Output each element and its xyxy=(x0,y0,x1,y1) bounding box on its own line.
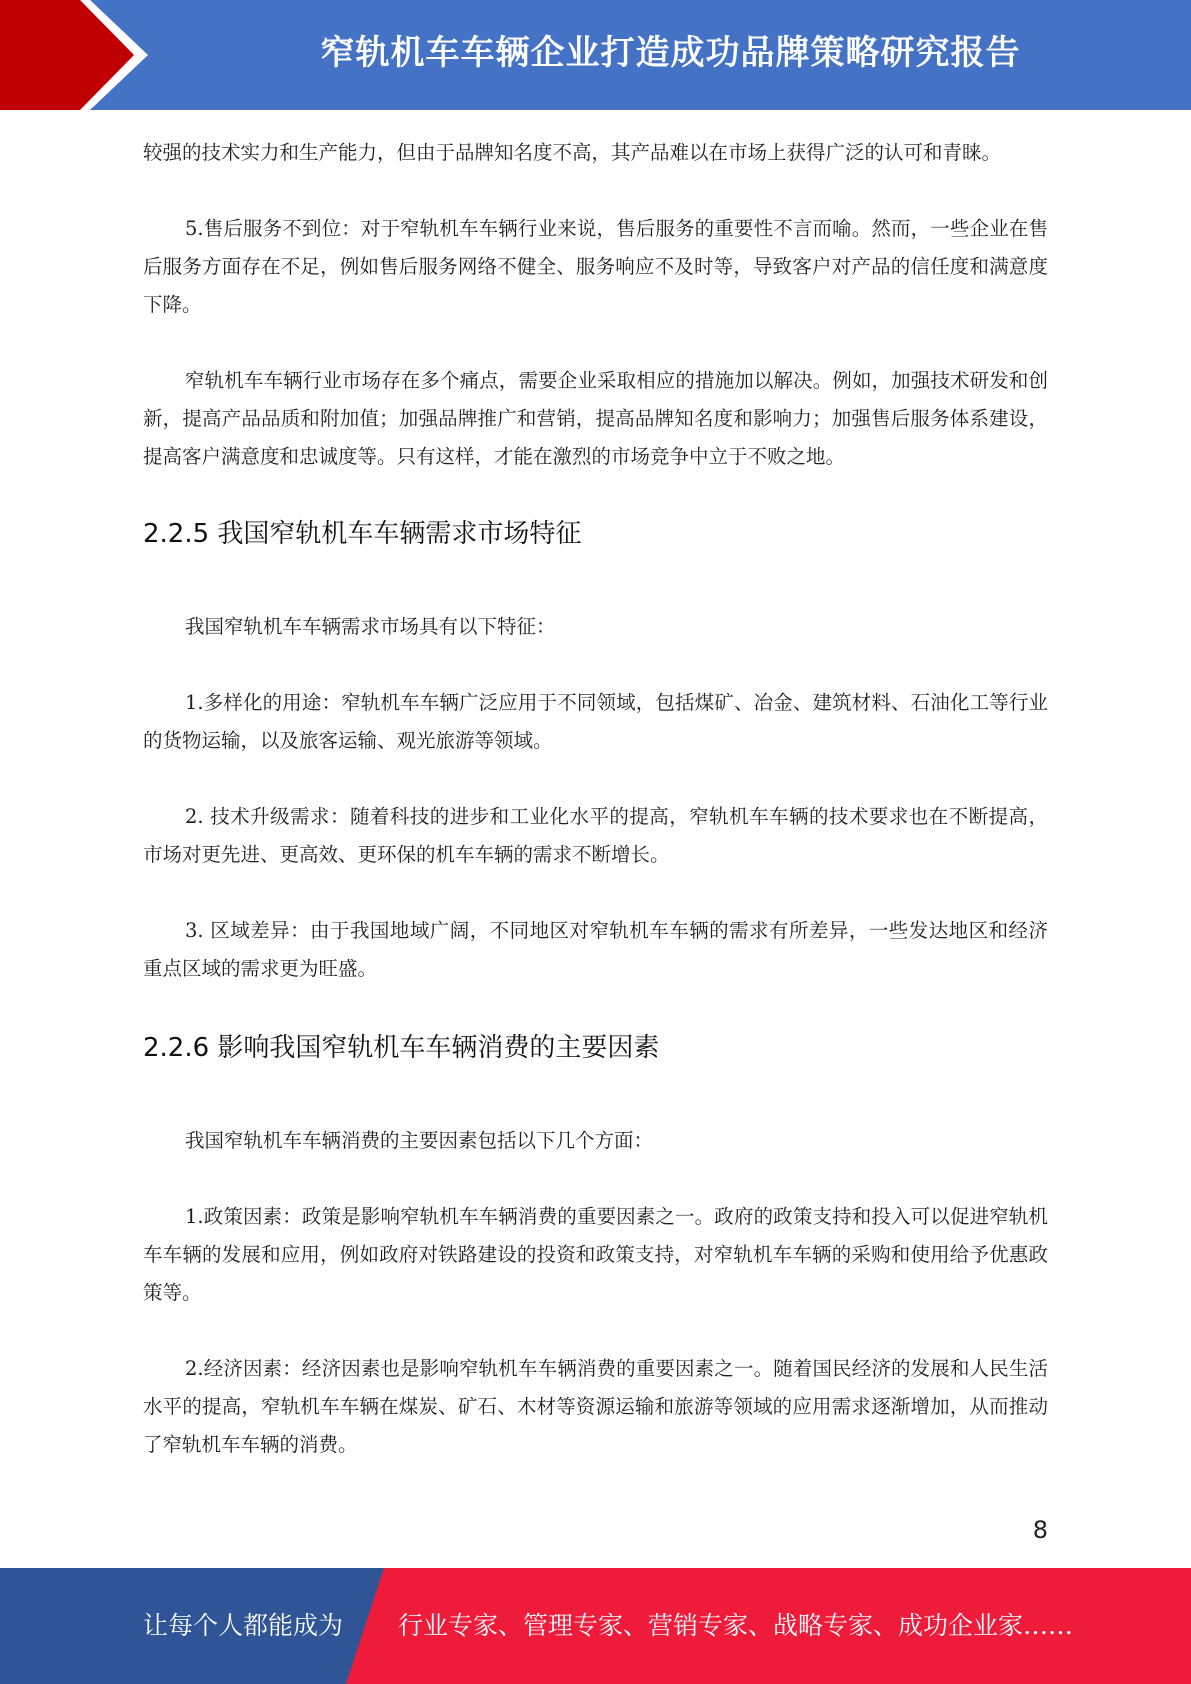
section-heading-2-2-6: 2.2.6 影响我国窄轨机车车辆消费的主要因素 xyxy=(143,1033,660,1063)
page-footer xyxy=(0,1568,1191,1684)
list-item: 2.经济因素：经济因素也是影响窄轨机车车辆消费的重要因素之一。随着国民经济的发展和人民生活水平的提高，窄轨机车车辆在煤炭、矿石、木材等资源运输和旅游等领域的应用需求逐渐增加，从而推动了窄轨机车车辆的消费。 xyxy=(143,1357,1048,1456)
page-header xyxy=(0,0,1191,110)
paragraph: 我国窄轨机车车辆需求市场具有以下特征： xyxy=(185,615,556,638)
footer-slogan-left: 让每个人都能成为 xyxy=(143,1611,344,1640)
report-title: 窄轨机车车辆企业打造成功品牌策略研究报告 xyxy=(320,33,1021,73)
paragraph: 较强的技术实力和生产能力，但由于品牌知名度不高，其产品难以在市场上获得广泛的认可和青睐。 xyxy=(143,141,1002,164)
paragraph: 5.售后服务不到位：对于窄轨机车车辆行业来说，售后服务的重要性不言而喻。然而，一些企业在售后服务方面存在不足，例如售后服务网络不健全、服务响应不及时等，导致客户对产品的信任度和满意度下降。 xyxy=(143,217,1048,316)
page-number: 8 xyxy=(1032,1516,1048,1544)
list-item: 2. 技术升级需求：随着科技的进步和工业化水平的提高，窄轨机车车辆的技术要求也在不断提高，市场对更先进、更高效、更环保的机车车辆的需求不断增长。 xyxy=(143,805,1048,866)
paragraph: 窄轨机车车辆行业市场存在多个痛点，需要企业采取相应的措施加以解决。例如，加强技术研发和创新，提高产品品质和附加值；加强品牌推广和营销，提高品牌知名度和影响力；加强售后服务体系建设，提高客户满意度和忠诚度等。只有这样，才能在激烈的市场竞争中立于不败之地。 xyxy=(143,369,1048,468)
paragraph: 我国窄轨机车车辆消费的主要因素包括以下几个方面： xyxy=(185,1129,654,1152)
list-item: 1.政策因素：政策是影响窄轨机车车辆消费的重要因素之一。政府的政策支持和投入可以促进窄轨机车车辆的发展和应用，例如政府对铁路建设的投资和政策支持，对窄轨机车车辆的采购和使用给予优惠政策等。 xyxy=(143,1205,1048,1304)
list-item: 3. 区域差异：由于我国地域广阔，不同地区对窄轨机车车辆的需求有所差异，一些发达地区和经济重点区域的需求更为旺盛。 xyxy=(143,919,1048,980)
footer-slogan-right: 行业专家、管理专家、营销专家、战略专家、成功企业家…… xyxy=(398,1611,1074,1640)
list-item: 1.多样化的用途：窄轨机车车辆广泛应用于不同领域，包括煤矿、冶金、建筑材料、石油化工等行业的货物运输，以及旅客运输、观光旅游等领域。 xyxy=(143,691,1048,752)
document-body xyxy=(143,134,1048,1464)
section-heading-2-2-5: 2.2.5 我国窄轨机车车辆需求市场特征 xyxy=(143,519,582,549)
